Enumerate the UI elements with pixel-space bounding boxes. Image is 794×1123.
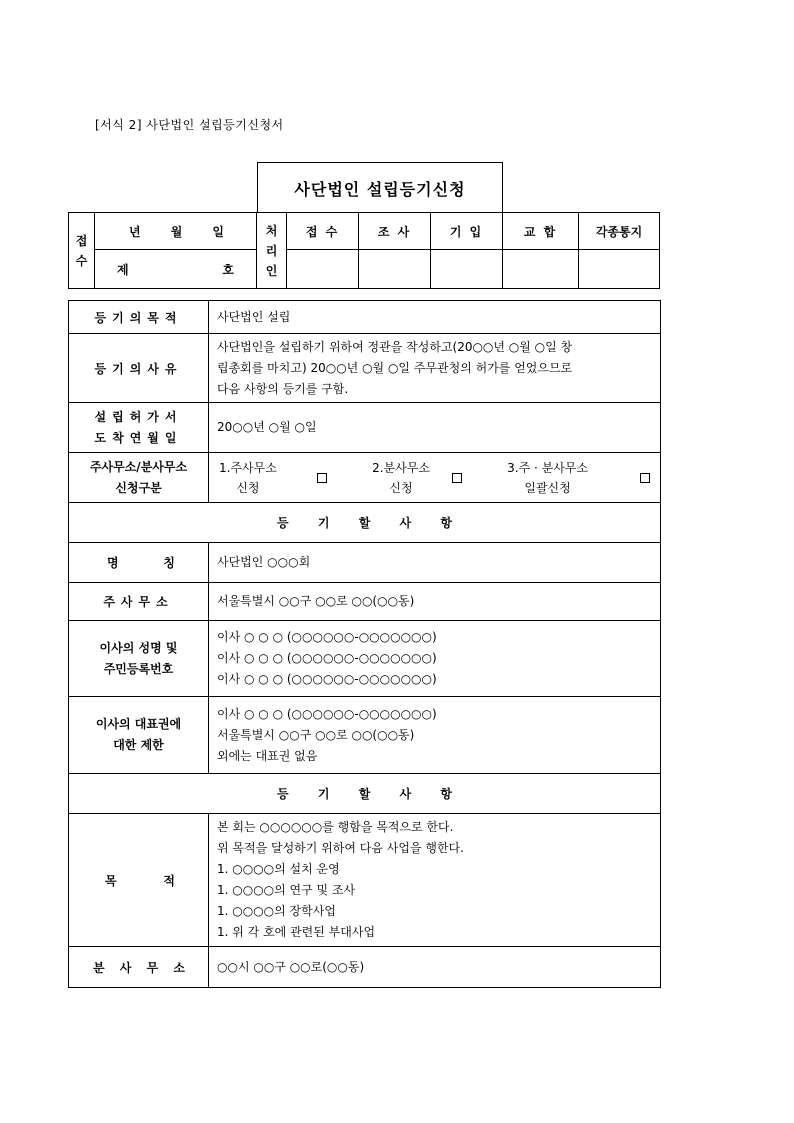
checkbox-bulk[interactable] xyxy=(640,473,650,483)
cell-collation[interactable] xyxy=(503,250,579,289)
purpose-label: 등기의목적 xyxy=(69,301,209,334)
option-main-office[interactable]: 1.주사무소 신청 xyxy=(219,458,327,498)
main-office-row xyxy=(69,583,661,621)
object-value[interactable]: 본 회는 ○○○○○○를 행함을 목적으로 한다. 위 목적을 달성하기 위하여 다음 사업을 행한다. 1. ○○○○의 설치 운영 1. ○○○○의 연구 및 조사 1. ○○○○의 장학사업 1. 위 각 호에 관련된 부대사업 xyxy=(209,814,661,947)
col-inspect: 조 사 xyxy=(359,213,431,250)
office-type-row xyxy=(69,453,661,503)
cell-inspect[interactable] xyxy=(359,250,431,289)
receipt-label: 접수 xyxy=(69,213,95,289)
reason-label: 등기의사유 xyxy=(69,334,209,403)
col-notice: 각종통지 xyxy=(579,213,660,250)
representation-value[interactable]: 이사 ○ ○ ○ (○○○○○○-○○○○○○○) 서울특별시 ○○구 ○○로 ○○(○○동) 외에는 대표권 없음 xyxy=(209,697,661,774)
form-title: 사단법인 설립등기신청 xyxy=(257,162,503,213)
directors-label: 이사의 성명 및 주민등록번호 xyxy=(69,621,209,697)
reason-row xyxy=(69,334,661,403)
object-row xyxy=(69,814,661,947)
date-field[interactable] xyxy=(95,213,257,250)
day-label: 일 xyxy=(212,224,224,239)
checkbox-main-office[interactable] xyxy=(317,473,327,483)
cell-receipt[interactable] xyxy=(287,250,359,289)
section-heading-row xyxy=(69,503,661,543)
branch-office-label: 분 사 무 소 xyxy=(69,947,209,988)
cell-entry[interactable] xyxy=(431,250,503,289)
col-collation: 교 합 xyxy=(503,213,579,250)
permit-label: 설립허가서 도착연월일 xyxy=(69,403,209,453)
registration-form-table xyxy=(68,300,661,988)
number-field[interactable] xyxy=(95,250,257,289)
directors-row xyxy=(69,621,661,697)
number-suffix-label: 호 xyxy=(222,262,234,277)
branch-office-row xyxy=(69,947,661,988)
checkbox-branch-office[interactable] xyxy=(452,473,462,483)
name-row xyxy=(69,543,661,583)
main-office-label: 주사무소 xyxy=(69,583,209,621)
option-bulk[interactable]: 3.주 · 분사무소 일괄신청 xyxy=(507,458,650,498)
purpose-row xyxy=(69,301,661,334)
reason-value[interactable]: 사단법인을 설립하기 위하여 정관을 작성하고(20○○년 ○월 ○일 창 립총회를 마치고) 20○○년 ○월 ○일 주무관청의 허가를 얻었으므로 다음 사항의 등기를 구함. xyxy=(209,334,661,403)
processing-table xyxy=(68,212,660,289)
name-value[interactable]: 사단법인 ○○○회 xyxy=(209,543,661,583)
option-branch-office[interactable]: 2.분사무소 신청 xyxy=(372,458,462,498)
processor-label: 처리인 xyxy=(257,213,287,289)
col-receipt: 접 수 xyxy=(287,213,359,250)
section-heading: 등 기 할 사 항 xyxy=(69,503,661,543)
cell-notice[interactable] xyxy=(579,250,660,289)
section-heading-row-2 xyxy=(69,774,661,814)
object-label: 목 적 xyxy=(69,814,209,947)
section-heading-2: 등 기 할 사 항 xyxy=(69,774,661,814)
purpose-value[interactable]: 사단법인 설립 xyxy=(209,301,661,334)
directors-value[interactable]: 이사 ○ ○ ○ (○○○○○○-○○○○○○○) 이사 ○ ○ ○ (○○○○○○-○○○○○○○) 이사 ○ ○ ○ (○○○○○○-○○○○○○○) xyxy=(209,621,661,697)
month-label: 월 xyxy=(170,224,183,239)
form-code: [서식 2] 사단법인 설립등기신청서 xyxy=(95,118,284,132)
permit-value[interactable]: 20○○년 ○월 ○일 xyxy=(209,403,661,453)
representation-label: 이사의 대표권에 대한 제한 xyxy=(69,697,209,774)
number-prefix-label: 제 xyxy=(117,262,129,277)
year-label: 년 xyxy=(129,224,141,239)
representation-row xyxy=(69,697,661,774)
permit-row xyxy=(69,403,661,453)
branch-office-value[interactable]: ○○시 ○○구 ○○로(○○동) xyxy=(209,947,661,988)
office-type-options xyxy=(209,453,661,503)
name-label: 명 칭 xyxy=(69,543,209,583)
office-type-label: 주사무소/분사무소 신청구분 xyxy=(69,453,209,503)
main-office-value[interactable]: 서울특별시 ○○구 ○○로 ○○(○○동) xyxy=(209,583,661,621)
col-entry: 기 입 xyxy=(431,213,503,250)
